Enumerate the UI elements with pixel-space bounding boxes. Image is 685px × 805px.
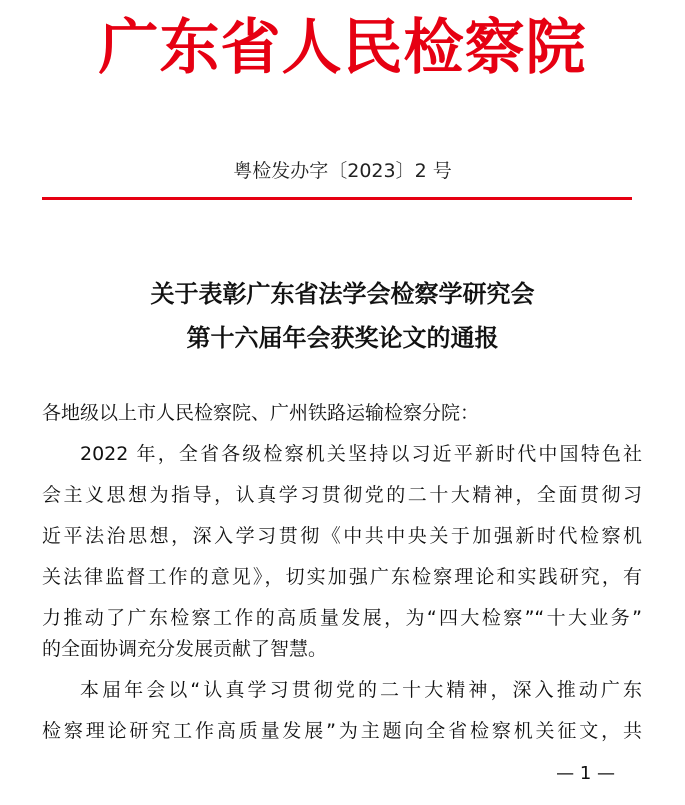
document-title-line-2: 第十六届年会获奖论文的通报 (186, 323, 499, 352)
page-number: — 1 — (556, 763, 615, 784)
document-title-line-1: 关于表彰广东省法学会检察学研究会 (150, 279, 535, 308)
paragraph-1-line: 会主义思想为指导，认真学习贯彻党的二十大精神，全面贯彻习 (42, 484, 642, 506)
red-divider-line (42, 197, 632, 200)
paragraph-1-line: 力推动了广东检察工作的高质量发展，为“四大检察”“十大业务” (42, 607, 642, 629)
paragraph-2-line: 检察理论研究工作高质量发展”为主题向全省检察机关征文，共 (42, 720, 642, 742)
paragraph-1-line: 关法律监督工作的意见》，切实加强广东检察理论和实践研究，有 (42, 566, 642, 588)
paragraph-1-line: 的全面协调充分发展贡献了智慧。 (42, 638, 328, 660)
paragraph-1-line: 近平法治思想，深入学习贯彻《中共中央关于加强新时代检察机 (42, 525, 642, 547)
paragraph-2-line: 本届年会以“认真学习贯彻党的二十大精神，深入推动广东 (80, 679, 642, 701)
masthead-org-name: 广东省人民检察院 (98, 13, 587, 83)
paragraph-1-line: 2022 年，全省各级检察机关坚持以习近平新时代中国特色社 (80, 443, 642, 465)
document-number: 粤检发办字〔2023〕2 号 (233, 160, 452, 182)
salutation: 各地级以上市人民检察院、广州铁路运输检察分院： (42, 402, 480, 424)
